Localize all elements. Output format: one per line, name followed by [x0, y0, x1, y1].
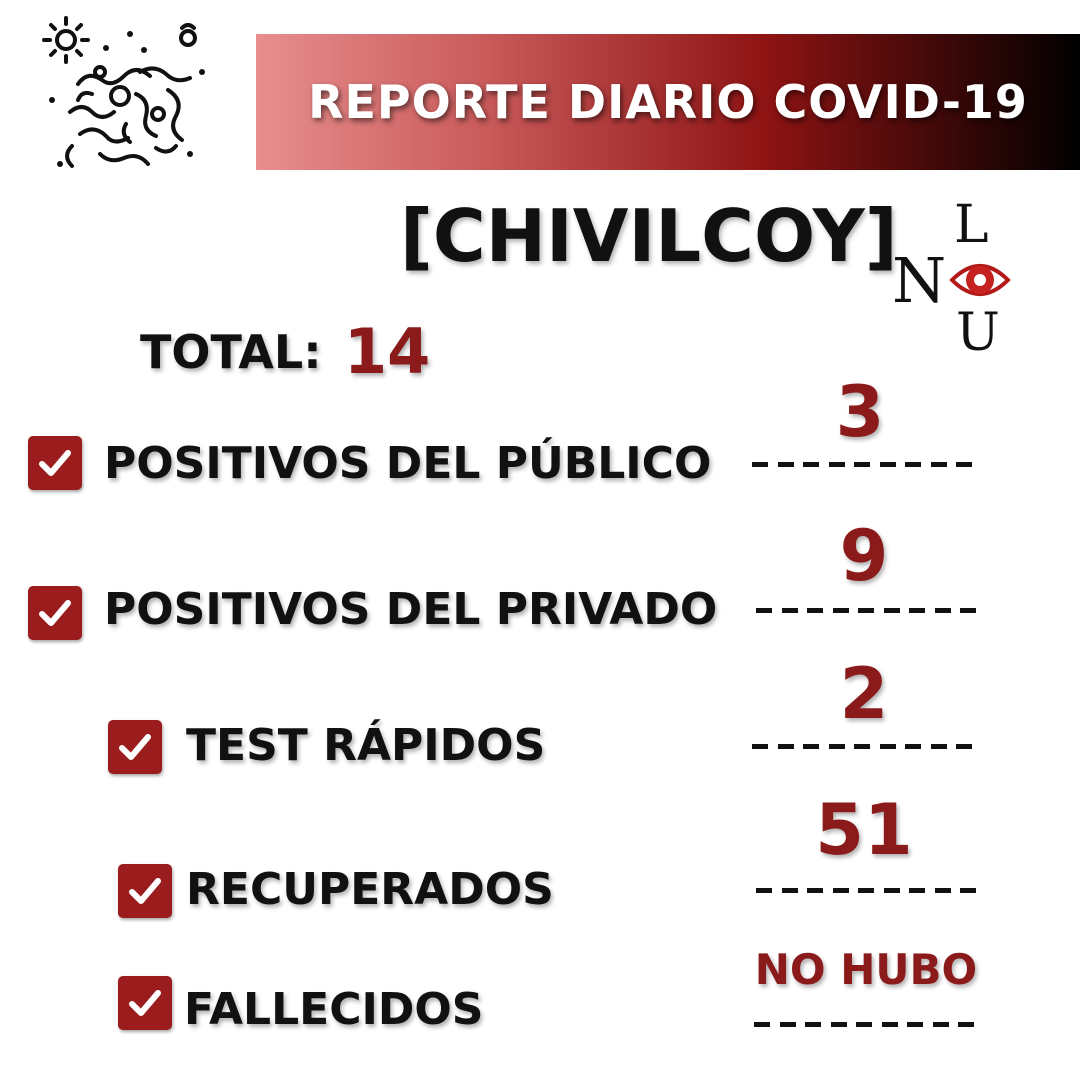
checkbox-positivos-privado	[28, 586, 82, 640]
total-label: TOTAL:	[140, 325, 322, 379]
report-title: REPORTE DIARIO COVID-19	[308, 75, 1028, 129]
logo-letter-bottom: U	[956, 303, 1000, 360]
logo-letter-top: L	[954, 195, 989, 255]
checkbox-check-icon	[36, 444, 74, 482]
checkbox-check-icon	[126, 984, 164, 1022]
label-test-rapidos: TEST RÁPIDOS	[186, 720, 546, 771]
label-recuperados: RECUPERADOS	[186, 864, 554, 915]
logo	[890, 190, 1015, 360]
city-name: [CHIVILCOY]	[400, 194, 898, 278]
dashed-line	[754, 1022, 974, 1028]
checkbox-positivos-publico	[28, 436, 82, 490]
label-positivos-privado: POSITIVOS DEL PRIVADO	[104, 584, 718, 635]
checkbox-check-icon	[126, 872, 164, 910]
value-fallecidos: NO HUBO	[754, 945, 978, 994]
checkbox-check-icon	[36, 594, 74, 632]
value-positivos-publico: 3	[835, 371, 885, 453]
eye-icon	[952, 266, 1008, 294]
label-fallecidos: FALLECIDOS	[184, 984, 484, 1035]
virus-icon	[40, 14, 210, 189]
value-test-rapidos: 2	[839, 653, 889, 735]
checkbox-check-icon	[116, 728, 154, 766]
label-positivos-publico: POSITIVOS DEL PÚBLICO	[104, 438, 712, 489]
dashed-line	[756, 888, 976, 894]
logo-letter-left: N	[892, 244, 947, 317]
title-banner	[256, 34, 1080, 170]
checkbox-test-rapidos	[108, 720, 162, 774]
value-positivos-privado: 9	[839, 515, 889, 597]
checkbox-recuperados	[118, 864, 172, 918]
dashed-line	[756, 608, 976, 614]
dashed-line	[752, 744, 972, 750]
checkbox-fallecidos	[118, 976, 172, 1030]
value-recuperados: 51	[815, 789, 913, 871]
dashed-line	[752, 462, 972, 468]
total-value: 14	[344, 315, 431, 388]
